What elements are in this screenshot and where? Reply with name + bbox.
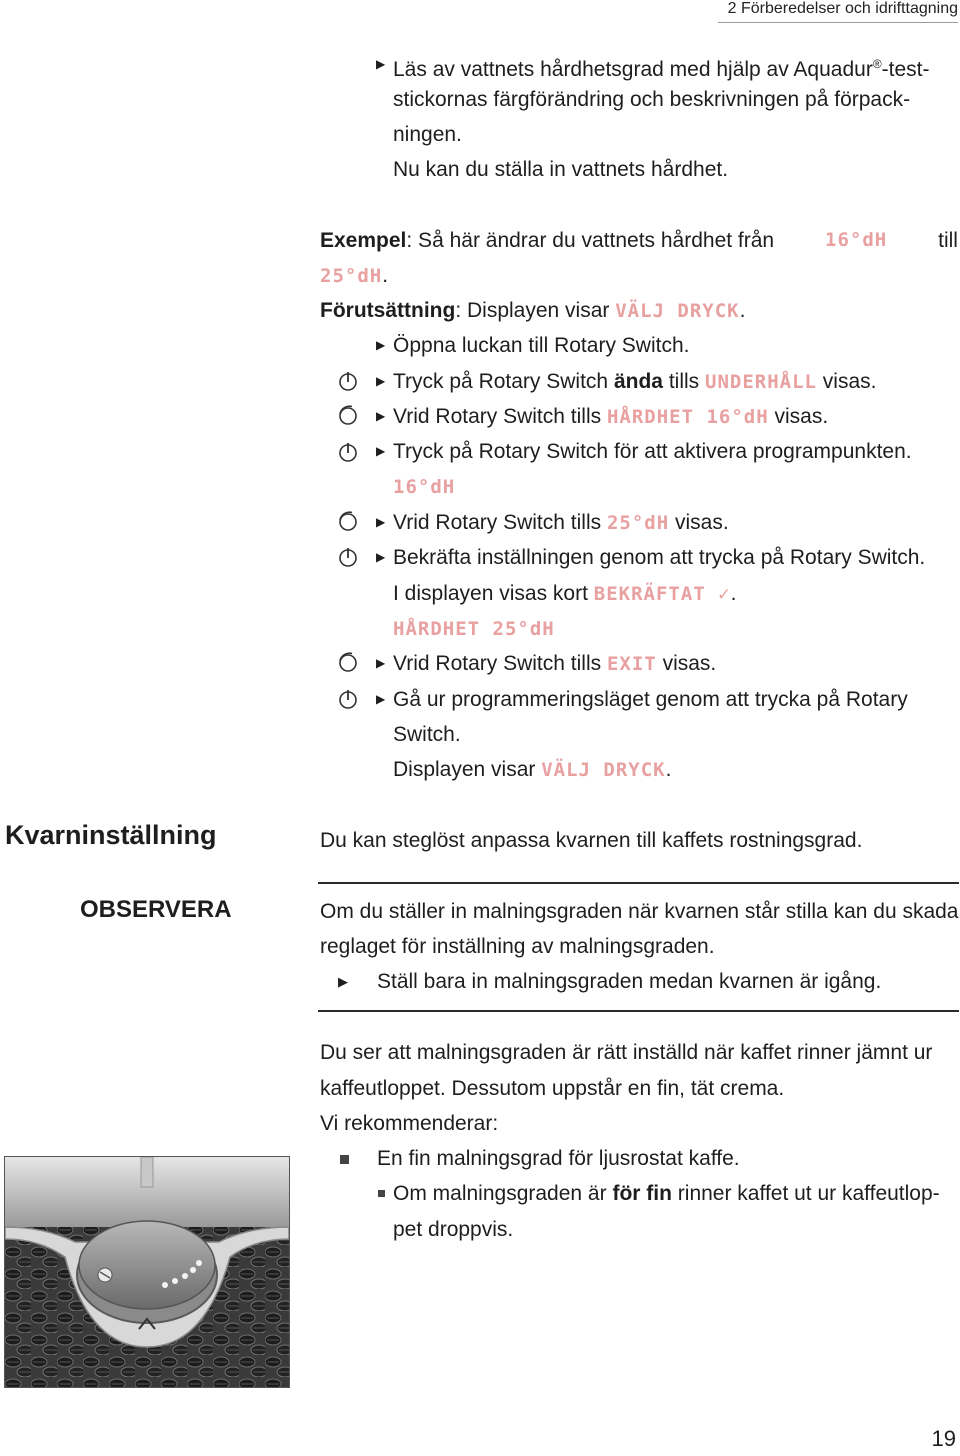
recommendation-item: En fin malningsgrad för ljusrostat kaffe. [377,1147,740,1170]
grinder-knob-illustration [4,1156,290,1388]
display-confirmed: I displayen visas kort BEKRÄFTAT ✓. [393,582,737,605]
step-arrow-icon: ▶ [376,338,386,352]
press-switch-icon [337,370,359,392]
chapter-header: 2 Förberedelser och idrifttagning [718,0,958,23]
step-arrow-icon: ▶ [376,692,386,706]
step-arrow-icon: ▶ [338,974,348,989]
intro-line-2: stickornas färgförändring och beskrivningen på förpack- [393,88,911,111]
step-exit-programming: Gå ur programmeringsläget genom att trycka på Rotary [393,688,908,711]
step-rotate-25: Vrid Rotary Switch tills 25°dH visas. [393,511,729,534]
note-divider-bottom [318,1010,959,1012]
note-divider-top [318,882,959,884]
recommendation-subitem-2: pet droppvis. [393,1218,514,1241]
example-line: Exempel: Så här ändrar du vattnets hårdhet från 16°dH till [320,229,958,252]
step-arrow-icon: ▶ [376,550,386,564]
step-arrow-icon: ▶ [376,409,386,423]
example-line-2: 25°dH. [320,264,389,287]
step-rotate-exit: Vrid Rotary Switch tills EXIT visas. [393,652,717,675]
grinder-para-2: kaffeutloppet. Dessutom uppstår en fin, tät crema. [320,1077,785,1100]
rotate-switch-icon [337,511,359,533]
bullet-square-icon [340,1155,349,1164]
recommendation-subitem: Om malningsgraden är för fin rinner kaffet ut ur kaffeutlop- [393,1182,940,1205]
display-hardness-25: HÅRDHET 25°dH [393,618,555,640]
page-number: 19 [931,1426,956,1451]
step-arrow-icon: ▶ [376,374,386,388]
intro-line-4: Nu kan du ställa in vattnets hårdhet. [393,158,729,181]
step-activate: Tryck på Rotary Switch för att aktivera programpunkten. [393,440,912,463]
grinder-para-3: Vi rekommenderar: [320,1112,499,1135]
display-select-drink: Displayen visar VÄLJ DRYCK. [393,758,672,781]
grinder-knob-drawing [5,1157,289,1387]
step-exit-line-2: Switch. [393,723,461,746]
note-label: OBSERVERA [80,896,232,923]
bullet-square-icon [378,1190,385,1197]
press-switch-icon [337,546,359,568]
note-line-1: Om du ställer in malningsgraden när kvarnen står stilla kan du skada [320,900,959,923]
step-arrow-icon: ▶ [376,515,386,529]
grinder-para-1: Du ser att malningsgraden är rätt inställd när kaffet rinner jämnt ur [320,1041,933,1064]
display-16dh: 16°dH [393,476,456,498]
press-switch-icon [337,688,359,710]
step-open-door: Öppna luckan till Rotary Switch. [393,334,690,357]
section-title: Kvarninställning [5,820,217,850]
intro-line-3: ningen. [393,123,462,146]
intro-line-1: Läs av vattnets hårdhetsgrad med hjälp av Aquadur®-test- [393,57,930,81]
prerequisite-line: Förutsättning: Displayen visar VÄLJ DRYCK. [320,299,746,322]
grinder-intro: Du kan steglöst anpassa kvarnen till kaffets rostningsgrad. [320,829,863,852]
step-confirm: Bekräfta inställningen genom att trycka på Rotary Switch. [393,546,926,569]
press-switch-icon [337,441,359,463]
note-line-3: Ställ bara in malningsgraden medan kvarnen är igång. [377,970,882,993]
step-arrow-icon: ▶ [376,444,386,458]
rotate-switch-icon [337,405,359,427]
step-arrow-icon: ▶ [376,656,386,670]
rotate-switch-icon [337,652,359,674]
step-arrow-icon: ▶ [376,57,386,71]
step-rotate-hardness: Vrid Rotary Switch tills HÅRDHET 16°dH visas. [393,405,829,428]
step-press-maintenance: Tryck på Rotary Switch ända tills UNDERHÅLL visas. [393,370,877,393]
note-line-2: reglaget för inställning av malningsgraden. [320,935,715,958]
